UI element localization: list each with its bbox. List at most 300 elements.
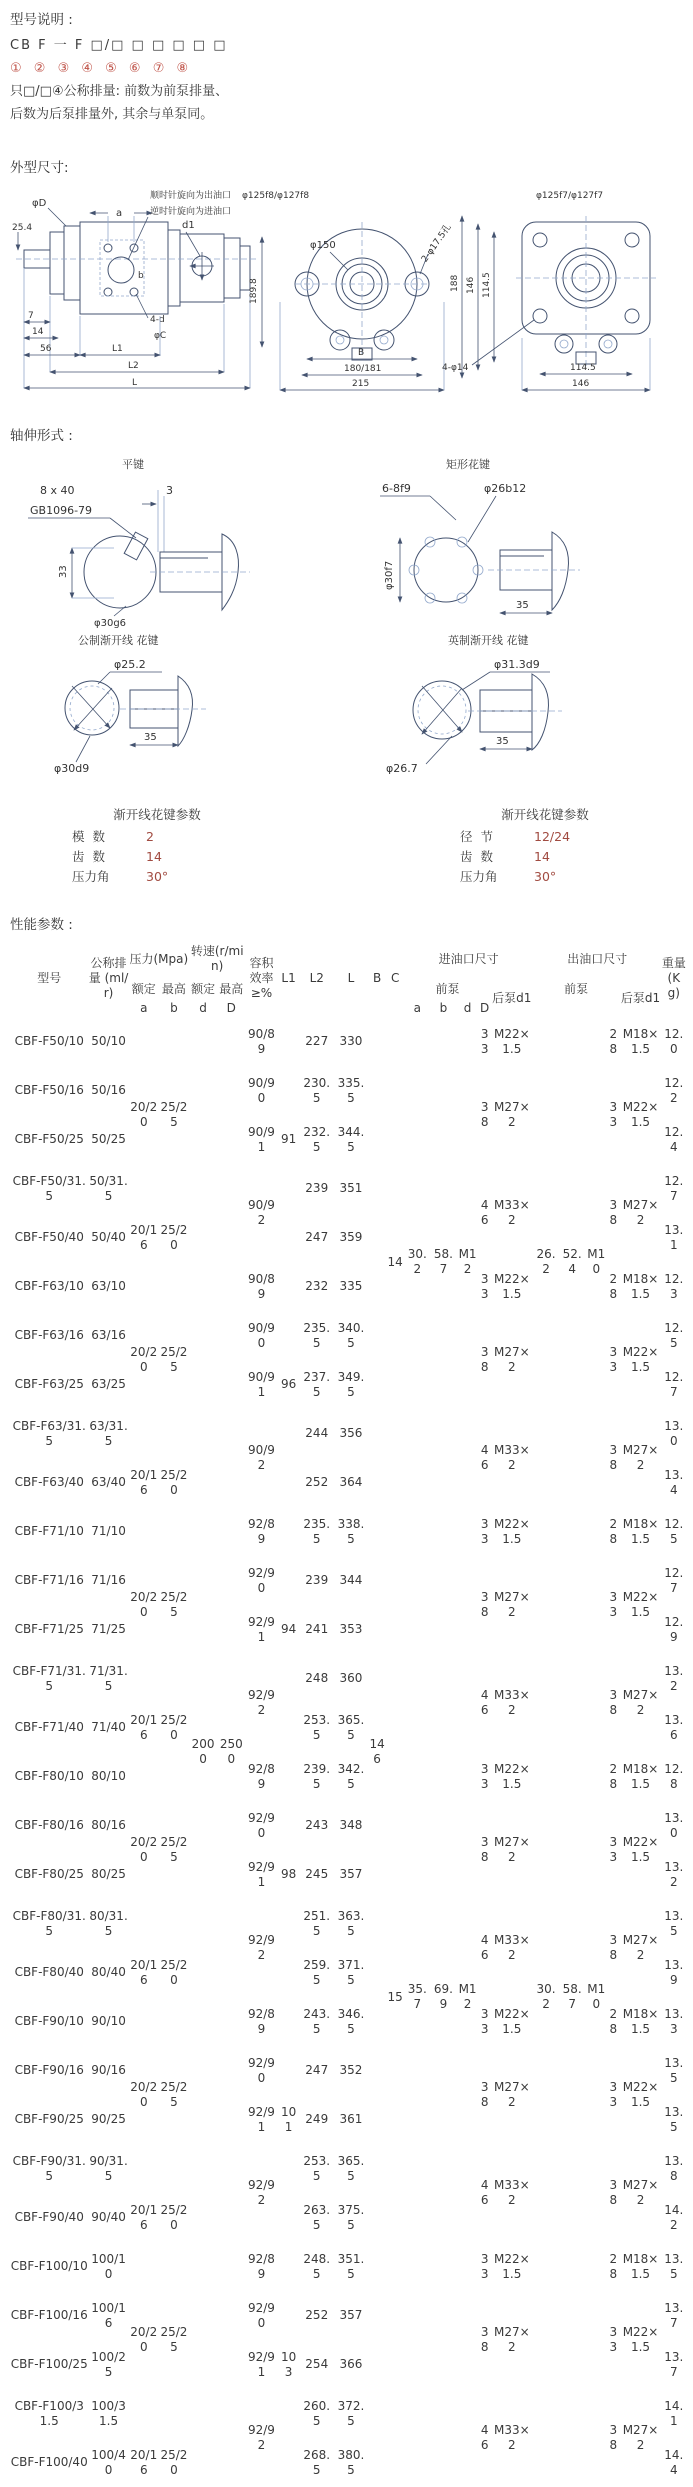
model-cell: CBF-F71/25 <box>14 1622 84 1636</box>
data-cell: 342.5 <box>337 1761 365 1791</box>
dim-label: 189.8 <box>249 278 259 304</box>
model-cell: CBF-F63/25 <box>14 1377 84 1391</box>
model-cell: CBF-F50/16 <box>14 1083 84 1097</box>
data-cell: M10 <box>587 1247 606 1276</box>
data-cell: 253.5 <box>303 1712 331 1742</box>
data-cell: 357 <box>339 2308 363 2322</box>
data-cell: M22×1.5 <box>493 1026 530 1056</box>
data-cell: 46 <box>480 2423 489 2452</box>
data-cell: 71/10 <box>91 1524 126 1538</box>
params-title: 渐开线花键参数 <box>113 807 201 822</box>
data-cell: 71/16 <box>91 1573 126 1587</box>
data-cell: 71/40 <box>91 1720 126 1734</box>
data-cell: 13.2 <box>664 1663 684 1693</box>
data-cell: 90/91 <box>247 1124 275 1154</box>
data-cell: 25/20 <box>160 1712 188 1742</box>
model-cell: CBF-F100/31.5 <box>14 2398 84 2428</box>
data-cell: 46 <box>480 1933 489 1962</box>
data-cell: M18×1.5 <box>622 2251 659 2281</box>
data-cell: 12.7 <box>664 1173 684 1203</box>
data-cell: 363.5 <box>337 1908 365 1938</box>
data-cell: M33×2 <box>493 1933 530 1962</box>
drawing-title: 平键 <box>122 458 144 471</box>
data-cell: 244 <box>305 1426 329 1440</box>
data-cell: M22×1.5 <box>622 1590 659 1619</box>
data-cell: 253.5 <box>303 2153 331 2183</box>
params-row: 压力角 30° <box>460 869 557 884</box>
data-cell: M22×1.5 <box>493 1271 530 1301</box>
data-cell: M12 <box>458 1247 477 1276</box>
data-cell: 91 <box>280 1132 297 1146</box>
data-cell: 38 <box>609 2423 618 2452</box>
data-cell: M27×2 <box>622 1688 659 1717</box>
data-cell: M18×1.5 <box>622 1271 659 1301</box>
data-cell: 80/40 <box>91 1965 126 1979</box>
header-cell: 最高 <box>161 981 186 996</box>
data-cell: M33×2 <box>493 1443 530 1472</box>
dim-label: 56 <box>40 344 52 354</box>
data-cell: 20/20 <box>130 2325 158 2354</box>
data-cell: 63/40 <box>91 1475 126 1489</box>
data-cell: 239.5 <box>303 1761 331 1791</box>
model-cell: CBF-F63/10 <box>14 1279 84 1293</box>
data-cell: 243.5 <box>303 2006 331 2036</box>
shaft-section-title: 轴伸形式 : <box>10 428 73 444</box>
data-cell: 100/16 <box>91 2300 126 2330</box>
data-cell: M22×1.5 <box>493 1516 530 1546</box>
data-cell: 364 <box>339 1475 363 1489</box>
header-cell: 额定 <box>131 981 156 996</box>
data-cell: 33 <box>480 1516 489 1546</box>
model-cell: CBF-F100/16 <box>10 2308 88 2322</box>
data-cell: 259.5 <box>303 1957 331 1987</box>
data-cell: M27×2 <box>493 2325 530 2354</box>
data-cell: 351 <box>339 1181 363 1195</box>
data-cell: 38 <box>480 1100 489 1129</box>
data-cell: 90/90 <box>247 1320 275 1350</box>
data-cell: 92/92 <box>247 1688 275 1717</box>
data-cell: 248.5 <box>303 2251 331 2281</box>
data-cell: 252 <box>305 1475 329 1489</box>
data-cell: 263.5 <box>303 2202 331 2232</box>
header-cell: b <box>439 1000 448 1015</box>
front-view <box>242 191 453 390</box>
data-cell: 25/25 <box>160 2080 188 2109</box>
data-cell: 349.5 <box>337 1369 365 1399</box>
data-cell: 251.5 <box>303 1908 331 1938</box>
data-cell: 38 <box>609 2178 618 2207</box>
data-cell: 38 <box>480 1590 489 1619</box>
data-cell: 33 <box>480 1271 489 1301</box>
data-cell: 28 <box>609 2006 618 2036</box>
dim-label: φ25.2 <box>114 658 146 671</box>
data-cell: 372.5 <box>337 2398 365 2428</box>
dim-label: B <box>358 348 365 358</box>
data-cell: 50/40 <box>91 1230 126 1244</box>
data-cell: 25/20 <box>160 2202 188 2232</box>
data-cell: 28 <box>609 1271 618 1301</box>
data-cell: M27×2 <box>493 1100 530 1129</box>
header-cell: 出油口尺寸 <box>567 951 628 966</box>
dim-label: 35 <box>496 736 509 747</box>
data-cell: 100/10 <box>91 2251 126 2281</box>
spec-label: 8 x 40 <box>40 484 75 497</box>
data-cell: 13.7 <box>664 2300 684 2330</box>
data-cell: 365.5 <box>337 1712 365 1742</box>
data-cell: 92/91 <box>247 1614 275 1644</box>
data-cell: M18×1.5 <box>622 1516 659 1546</box>
data-cell: M27×2 <box>622 1933 659 1962</box>
data-cell: 14.2 <box>664 2202 684 2232</box>
model-note-line2: 后数为后泵排量外, 其余与单泵同。 <box>10 107 214 122</box>
params-row: 径 节 12/24 <box>460 829 571 844</box>
shaft-forms-drawing <box>10 450 693 795</box>
data-cell: 25/25 <box>160 1345 188 1374</box>
data-cell: 380.5 <box>337 2447 365 2477</box>
data-cell: 12.5 <box>664 1320 684 1350</box>
data-cell: 100/40 <box>91 2447 126 2477</box>
data-cell: 12.8 <box>664 1761 684 1791</box>
header-cell: a <box>140 1000 148 1015</box>
header-cell: B <box>372 970 382 985</box>
data-cell: 94 <box>280 1622 297 1636</box>
data-cell: M27×2 <box>493 2080 530 2109</box>
data-cell: M22×1.5 <box>622 2325 659 2354</box>
data-cell: 243 <box>305 1818 329 1832</box>
model-cell: CBF-F90/25 <box>14 2112 84 2126</box>
params-row: 齿 数 14 <box>72 849 162 864</box>
data-cell: 25/20 <box>160 1222 188 1252</box>
model-cell: CBF-F63/31.5 <box>12 1418 86 1448</box>
data-cell: M27×2 <box>622 1198 659 1227</box>
data-cell: M18×1.5 <box>622 1761 659 1791</box>
data-cell: 20/16 <box>130 1957 158 1987</box>
data-cell: 348 <box>339 1818 363 1832</box>
dim-label: φ26b12 <box>484 482 527 495</box>
data-cell: 20/16 <box>130 2202 158 2232</box>
data-cell: M22×1.5 <box>622 2080 659 2109</box>
header-cell: 进油口尺寸 <box>438 951 499 966</box>
model-cell: CBF-F80/25 <box>14 1867 84 1881</box>
data-cell: 33 <box>480 1026 489 1056</box>
data-cell: 90/31.5 <box>89 2153 128 2183</box>
header-cell: L1 <box>281 970 296 985</box>
header-cell: L2 <box>309 970 324 985</box>
data-cell: 52.4 <box>562 1247 582 1276</box>
data-cell: 80/16 <box>91 1818 126 1832</box>
data-cell: 98 <box>280 1867 297 1881</box>
data-cell: 92/89 <box>247 1516 275 1546</box>
model-note-line1: 只□/□④公称排量: 前数为前泵排量、 <box>10 84 229 99</box>
header-cell: L <box>347 970 355 985</box>
model-code-line: CB F 一 F □/□ □ □ □ □ □ <box>10 38 228 53</box>
data-cell: 71/31.5 <box>89 1663 128 1693</box>
drawing-title: 公制渐开线 花键 <box>78 634 159 647</box>
header-cell: 转速(r/min) <box>190 944 244 973</box>
data-cell: 2500 <box>219 1737 243 1766</box>
data-cell: 92/89 <box>247 2006 275 2036</box>
data-cell: 346.5 <box>337 2006 365 2036</box>
data-cell: 96 <box>280 1377 297 1391</box>
data-cell: 13.5 <box>664 2251 684 2281</box>
header-cell: 前泵 <box>435 981 460 996</box>
data-cell: 13.5 <box>664 2055 684 2085</box>
dim-label: 14 <box>32 327 44 337</box>
data-cell: 35.7 <box>407 1982 427 2011</box>
model-cell: CBF-F80/10 <box>14 1769 84 1783</box>
data-cell: 90/92 <box>247 1198 275 1227</box>
data-cell: 38 <box>609 1933 618 1962</box>
data-cell: M27×2 <box>622 1443 659 1472</box>
data-cell: 38 <box>609 1688 618 1717</box>
params-title: 渐开线花键参数 <box>501 807 589 822</box>
data-cell: 12.5 <box>664 1516 684 1546</box>
dim-label: 4-φ14 <box>442 363 469 373</box>
data-cell: 12.9 <box>664 1614 684 1644</box>
data-cell: 90/89 <box>247 1026 275 1056</box>
header-cell: C <box>390 970 400 985</box>
data-cell: 254 <box>305 2357 329 2371</box>
data-cell: M33×2 <box>493 2423 530 2452</box>
data-cell: 20/16 <box>130 2447 158 2477</box>
dim-label: 114.5 <box>570 363 596 373</box>
data-cell: 230.5 <box>303 1075 331 1105</box>
data-cell: 33 <box>609 1345 618 1374</box>
data-cell: 20/16 <box>130 1222 158 1252</box>
data-cell: 26.2 <box>536 1247 556 1276</box>
data-cell: 239 <box>305 1573 329 1587</box>
data-cell: 92/91 <box>247 2104 275 2134</box>
data-cell: 90/91 <box>247 1369 275 1399</box>
dim-label: φD <box>32 198 47 209</box>
data-cell: 90/40 <box>91 2210 126 2224</box>
data-cell: 25/25 <box>160 1835 188 1864</box>
fit-label: φ125f7/φ127f7 <box>536 191 604 201</box>
data-cell: M33×2 <box>493 2178 530 2207</box>
dim-label: a <box>116 208 123 219</box>
dim-label: d1 <box>182 220 195 231</box>
data-cell: 33 <box>609 1835 618 1864</box>
data-cell: 25/20 <box>160 1957 188 1987</box>
data-cell: 58.7 <box>562 1982 582 2011</box>
data-cell: 92/89 <box>247 1761 275 1791</box>
data-cell: 360 <box>339 1671 363 1685</box>
model-cell: CBF-F71/31.5 <box>12 1663 86 1693</box>
data-cell: 232.5 <box>303 1124 331 1154</box>
header-cell: 重量(Kg) <box>661 955 686 1000</box>
data-cell: 46 <box>480 1688 489 1717</box>
data-cell: 247 <box>305 1230 329 1244</box>
dim-label: φ150 <box>310 240 336 251</box>
data-cell: 38 <box>480 2080 489 2109</box>
dim-label: 114.5 <box>482 272 492 298</box>
header-cell: 前泵 <box>564 981 589 996</box>
data-cell: 28 <box>609 1761 618 1791</box>
performance-table <box>10 939 686 2487</box>
port-note-cw: 顺时针旋向为出油口 <box>150 191 232 201</box>
data-cell: 20/20 <box>130 1100 158 1129</box>
model-section-title: 型号说明 : <box>10 12 73 28</box>
data-cell: 46 <box>480 1198 489 1227</box>
data-cell: 92/92 <box>247 2423 275 2452</box>
data-cell: 30.2 <box>407 1247 427 1276</box>
data-cell: 14.4 <box>664 2447 684 2477</box>
data-cell: 239 <box>305 1181 329 1195</box>
data-cell: 92/90 <box>247 2300 275 2330</box>
inch-spline-drawing <box>386 633 562 775</box>
std-label: GB1096-79 <box>30 504 93 517</box>
dim-label: 2-φ17.5孔 <box>420 222 454 265</box>
pump-outline-drawing <box>10 182 693 394</box>
data-cell: 20/20 <box>130 1590 158 1619</box>
data-cell: 50/10 <box>91 1034 126 1048</box>
data-cell: M33×2 <box>493 1688 530 1717</box>
data-cell: 356 <box>339 1426 363 1440</box>
params-row: 模 数 2 <box>72 829 154 844</box>
model-cell: CBF-F80/40 <box>14 1965 84 1979</box>
data-cell: 237.5 <box>303 1369 331 1399</box>
data-cell: M22×1.5 <box>622 1100 659 1129</box>
data-cell: 38 <box>480 1345 489 1374</box>
dim-label: 3 <box>166 484 173 497</box>
model-cell: CBF-F50/40 <box>14 1230 84 1244</box>
data-cell: 20/20 <box>130 1835 158 1864</box>
data-cell: 13.8 <box>664 2153 684 2183</box>
data-cell: 33 <box>609 2325 618 2354</box>
outline-dimensions-section <box>10 156 693 398</box>
data-cell: 92/90 <box>247 1810 275 1840</box>
data-cell: 33 <box>480 2006 489 2036</box>
data-cell: 361 <box>339 2112 363 2126</box>
data-cell: 100/25 <box>91 2349 126 2379</box>
data-cell: 38 <box>480 2325 489 2354</box>
data-cell: 38 <box>480 1835 489 1864</box>
header-cell: 压力(Mpa) <box>129 951 189 966</box>
data-cell: 375.5 <box>337 2202 365 2232</box>
data-cell: 344 <box>339 1573 363 1587</box>
data-cell: 359 <box>339 1230 363 1244</box>
model-cell: CBF-F80/16 <box>14 1818 84 1832</box>
spline-param-tables <box>10 805 693 887</box>
dim-label: φ30d9 <box>54 762 90 775</box>
data-cell: 235.5 <box>303 1516 331 1546</box>
data-cell: 90/90 <box>247 1075 275 1105</box>
data-cell: 33 <box>609 1590 618 1619</box>
data-cell: 344.5 <box>337 1124 365 1154</box>
dim-label: L2 <box>128 361 139 371</box>
header-cell: 容积效率 ≥% <box>249 955 274 1000</box>
data-cell: 38 <box>609 1443 618 1472</box>
model-cell: CBF-F63/16 <box>14 1328 84 1342</box>
dim-label: φC <box>154 331 167 341</box>
data-cell: 13.5 <box>664 1908 684 1938</box>
data-cell: 13.1 <box>664 1222 684 1252</box>
data-cell: M27×2 <box>493 1835 530 1864</box>
model-cell: CBF-F63/40 <box>14 1475 84 1489</box>
data-cell: 71/25 <box>91 1622 126 1636</box>
data-cell: 357 <box>339 1867 363 1881</box>
data-cell: 12.7 <box>664 1565 684 1595</box>
data-cell: 90/89 <box>247 1271 275 1301</box>
data-cell: 13.6 <box>664 1712 684 1742</box>
model-cell: CBF-F71/16 <box>14 1573 84 1587</box>
shaft-extension-section <box>10 424 693 887</box>
drawing-title: 英制渐开线 花键 <box>448 634 529 647</box>
model-cell: CBF-F100/25 <box>10 2357 88 2371</box>
model-cell: CBF-F71/40 <box>14 1720 84 1734</box>
data-cell: 14.1 <box>664 2398 684 2428</box>
data-cell: 371.5 <box>337 1957 365 1987</box>
data-cell: M18×1.5 <box>622 2006 659 2036</box>
model-cell: CBF-F100/10 <box>10 2259 88 2273</box>
data-cell: M12 <box>458 1982 477 2011</box>
data-cell: 12.2 <box>664 1075 684 1105</box>
performance-section-title: 性能参数 : <box>10 917 73 933</box>
inch-spline-params <box>450 805 640 887</box>
data-cell: 330 <box>339 1034 363 1048</box>
data-cell: 33 <box>609 2080 618 2109</box>
header-cell: b <box>170 1000 178 1015</box>
data-cell: 248 <box>305 1671 329 1685</box>
dim-label: 188 <box>450 274 460 292</box>
data-cell: 232 <box>305 1279 329 1293</box>
data-cell: 46 <box>480 1443 489 1472</box>
data-cell: M27×2 <box>622 2423 659 2452</box>
data-cell: 46 <box>480 2178 489 2207</box>
data-cell: 15 <box>387 1989 403 2004</box>
data-cell: 13.7 <box>664 2349 684 2379</box>
model-cell: CBF-F50/10 <box>14 1034 84 1048</box>
header-cell: 型号 <box>37 970 62 985</box>
header-cell: 额定 <box>191 981 216 996</box>
data-cell: M22×1.5 <box>622 1835 659 1864</box>
data-cell: 247 <box>305 2063 329 2077</box>
data-cell: 69.9 <box>433 1982 453 2011</box>
data-cell: 365.5 <box>337 2153 365 2183</box>
dim-label: 146 <box>572 379 590 389</box>
data-cell: 12.4 <box>664 1124 684 1154</box>
header-cell: D <box>480 1000 490 1015</box>
data-cell: 33 <box>609 1100 618 1129</box>
data-cell: 38 <box>609 1198 618 1227</box>
data-cell: 50/16 <box>91 1083 126 1097</box>
data-cell: 92/90 <box>247 2055 275 2085</box>
data-cell: 25/20 <box>160 1467 188 1497</box>
data-cell: 20/20 <box>130 1345 158 1374</box>
dim-label: 180/181 <box>344 364 382 374</box>
data-cell: 335 <box>339 1279 363 1293</box>
data-cell: 63/25 <box>91 1377 126 1391</box>
flat-key-drawing <box>28 457 250 629</box>
data-cell: 20/20 <box>130 2080 158 2109</box>
header-cell: d <box>463 1000 472 1015</box>
data-cell: M10 <box>587 1982 606 2011</box>
model-cell: CBF-F100/40 <box>10 2455 88 2469</box>
metric-spline-params <box>62 805 252 887</box>
data-cell: 92/92 <box>247 1933 275 1962</box>
model-cell: CBF-F90/16 <box>14 2063 84 2077</box>
model-cell: CBF-F90/31.5 <box>12 2153 86 2183</box>
data-cell: 14 <box>387 1254 403 1269</box>
fit-label: φ125f8/φ127f8 <box>242 191 310 201</box>
header-cell: 公称排量 (ml/r) <box>88 955 129 1000</box>
data-cell: 249 <box>305 2112 329 2126</box>
dim-label: 4-d <box>150 315 165 325</box>
header-cell: a <box>413 1000 421 1015</box>
data-cell: 146 <box>369 1737 385 1766</box>
model-cell: CBF-F71/10 <box>14 1524 84 1538</box>
data-cell: 100/31.5 <box>91 2398 126 2428</box>
